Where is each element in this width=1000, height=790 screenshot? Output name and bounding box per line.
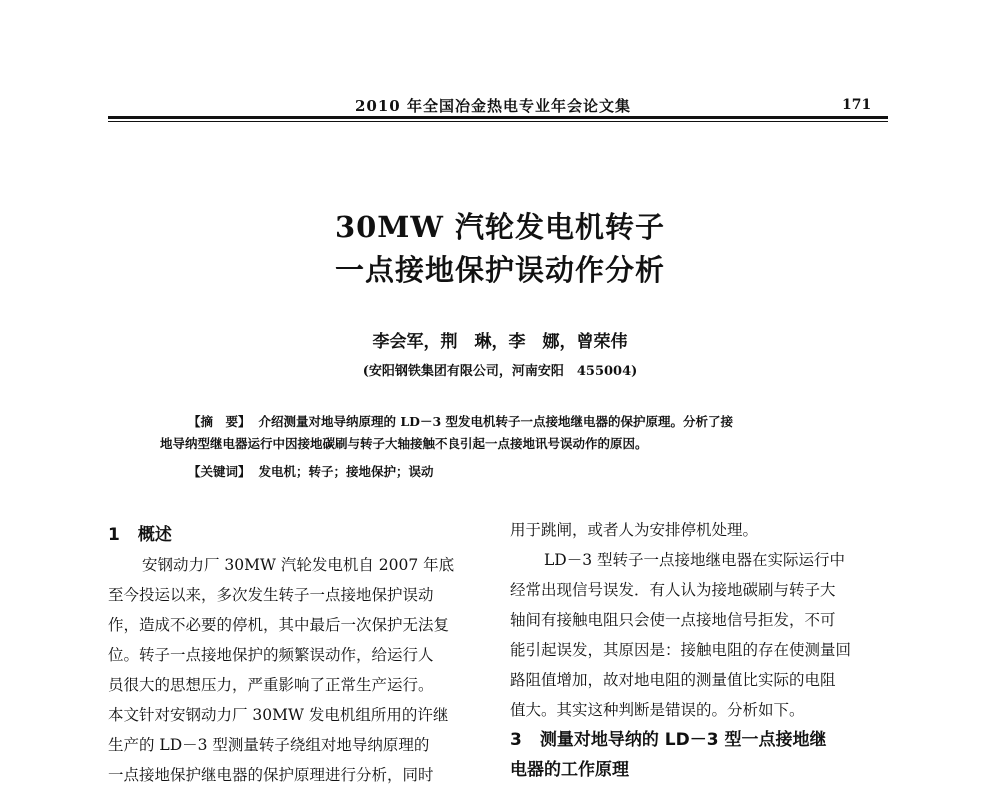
body-line: LD－3 型转子一点接地继电器在实际运行中: [544, 551, 846, 569]
body-line: 位。转子一点接地保护的频繁误动作，给运行人: [108, 646, 434, 664]
body-line: 至今投运以来，多次发生转子一点接地保护误动: [108, 586, 434, 604]
paper-title-line2: 一点接地保护误动作分析: [334, 253, 665, 287]
body-line: 生产的 LD－3 型测量转子绕组对地导纳原理的: [108, 736, 430, 754]
abstract-line1: [188, 411, 733, 433]
keywords-text: 发电机；转子；接地保护；误动: [258, 464, 434, 479]
body-line: 能引起误发，其原因是：接触电阻的存在使测量回: [510, 641, 852, 659]
page-number: 171: [842, 97, 872, 113]
abstract-label: 【摘 要】: [188, 414, 251, 429]
body-line: 用于跳闸，或者人为安排停机处理。: [510, 521, 759, 539]
section3-heading: [510, 725, 895, 755]
body-line: 一点接地保护继电器的保护原理进行分析，同时: [108, 766, 434, 784]
right-column: [510, 515, 895, 780]
header-rule-thick: [108, 116, 888, 119]
section3-title-line1: 测量对地导纳的 LD－3 型一点接地继: [539, 730, 827, 750]
body-line: 员很大的思想压力，严重影响了正常生产运行。: [108, 676, 434, 694]
section1-heading: [108, 520, 488, 550]
body-line: 经常出现信号误发．有人认为接地碳刷与转子大: [510, 581, 836, 599]
authors: 李会军，荆 琳，李 娜，曾荣伟: [372, 332, 628, 352]
abstract-text-line2: 地导纳型继电器运行中因接地碳刷与转子大轴接触不良引起一点接地讯号误动作的原因。: [160, 436, 648, 451]
body-line: 路阻值增加，故对地电阻的测量值比实际的电阻: [510, 671, 836, 689]
section3-title-line2: 电器的工作原理: [510, 760, 629, 780]
keywords-label: 【关键词】: [188, 464, 251, 479]
section1-number: 1: [108, 525, 120, 545]
abstract-text-line1: 介绍测量对地导纳原理的 LD－3 型发电机转子一点接地继电器的保护原理。分析了接: [258, 414, 734, 429]
body-line: 值大。其实这种判断是错误的。分析如下。: [510, 701, 805, 719]
body-line: 作，造成不必要的停机，其中最后一次保护无法复: [108, 616, 450, 634]
header-rule-thin: [108, 121, 888, 122]
section1-title: 概述: [137, 525, 172, 545]
left-column: [108, 520, 488, 784]
keywords: [188, 461, 434, 483]
section3-number: 3: [510, 730, 522, 750]
paper-title-line1: 30MW 汽轮发电机转子: [334, 210, 666, 244]
body-line: 轴间有接触电阻只会使一点接地信号拒发，不可: [510, 611, 836, 629]
affiliation: (安阳钢铁集团有限公司，河南安阳 455004): [362, 364, 638, 379]
body-line: 本文针对安钢动力厂 30MW 发电机组所用的许继: [108, 706, 449, 724]
running-header-title: 2010 年全国冶金热电专业年会论文集: [355, 97, 631, 115]
body-line: 安钢动力厂 30MW 汽轮发电机自 2007 年底: [142, 556, 455, 574]
